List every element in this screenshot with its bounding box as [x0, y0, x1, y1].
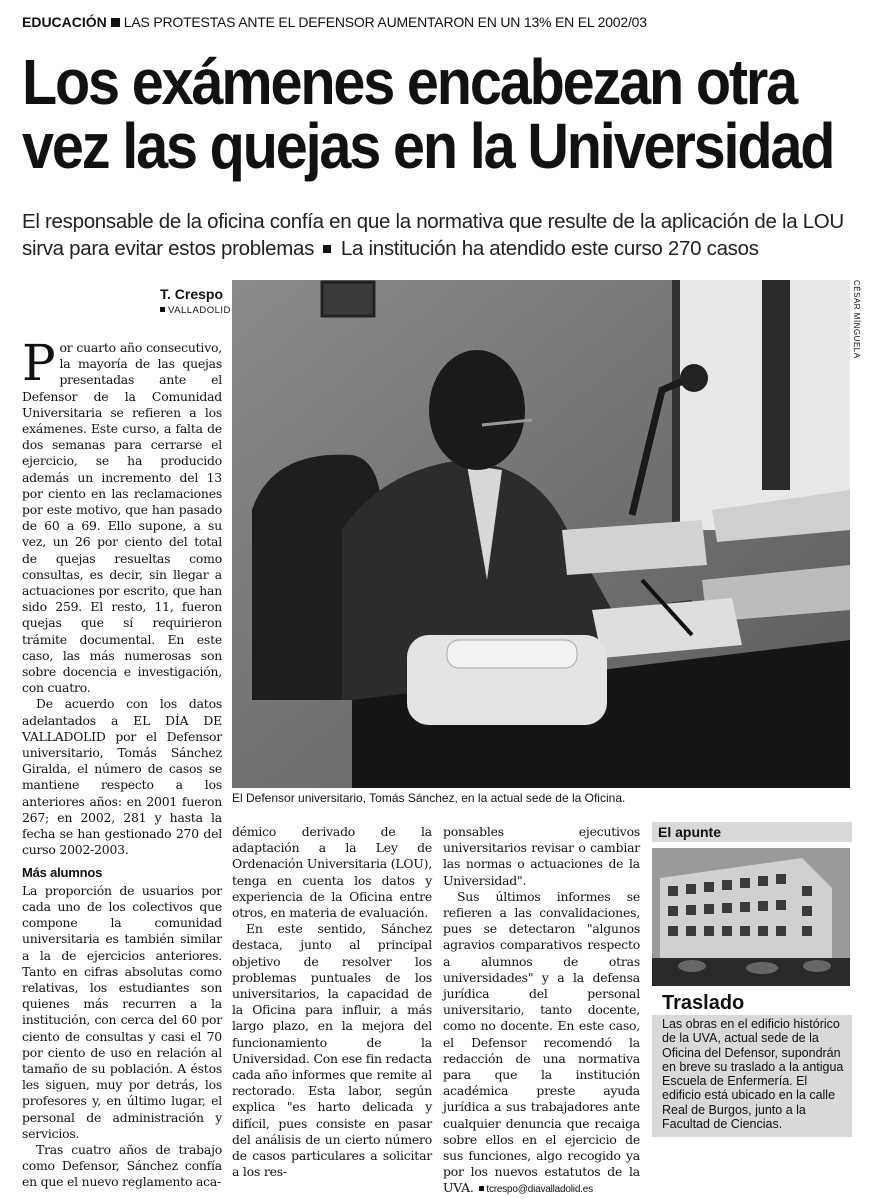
sidebar-box	[652, 822, 852, 1144]
sidebar-heading: El apunte	[652, 822, 852, 842]
section-subtitle: Más alumnos	[22, 864, 103, 880]
subhead-part-1: El responsable de la oficina confía en que la normativa que resulte de la aplicación de la LOU sirva para evitar estos problemas	[22, 210, 844, 260]
building-photo	[652, 848, 850, 986]
section-label: EDUCACIÓN	[22, 14, 107, 30]
article-paragraph-2: De acuerdo con los datos adelantados a EL DÍA DE VALLADOLID por el Defensor universitario, Tomás Sánchez Giralda, el número de casos se mantiene respecto a los anteriores años: en 2001 fueron 267; en 2002, 281 y hasta la fecha se han gestionado 270 del curso 2002-2003.	[22, 696, 222, 858]
building-illustration	[652, 848, 850, 986]
headline-line-1: Los exámenes encabezan otra	[22, 46, 797, 118]
photo-illustration	[232, 280, 850, 788]
paragraph-text: or cuarto año consecutivo, la mayoría de las quejas presentadas ante el Defensor de la Comunidad Universitaria se refieren a los exámenes. Este curso, a falta de dos semanas para cerrarse el ejercicio, se ha producido además un incremento del 13 por ciento en las reclamaciones por este motivo, que han pasado de 60 a 69. Ello supone, a su vez, un 26 por ciento del total de quejas resueltas como consultas, es decir, sin llegar a actuaciones por escrito, que han sido 259. El resto, 11, fueron quejas que sí requirieron trámite documental. En este caso, las más numerosas son sobre docencia e investigación, con cuatro.	[22, 340, 222, 696]
article-paragraph-1	[22, 334, 222, 696]
square-bullet-icon	[160, 307, 165, 312]
paragraph-text: Sus últimos informes se refieren a las convalidaciones, pues se detectaron "algunos agravios comparativos respecto a alumnos de otras universidades" y a la defensa jurídica del personal universitario, tanto docente, como no docente. En este caso, el Defensor recomendó la redacción de una normativa para que la institución académica preste ayuda jurídica a sus trabajadores ante cualquier denuncia que recaiga sobre ellos en el ejercicio de sus funciones, algo recogido ya por los nuevos estatutos de la UVA.	[443, 888, 640, 1196]
article-paragraph-4: Tras cuatro años de trabajo como Defensor, Sánchez confía en que el nuevo reglamento aca-	[22, 1141, 222, 1190]
square-bullet-icon	[479, 1186, 484, 1191]
article-paragraph-3: La proporción de usuarios por cada uno de los colectivos que compone la comunidad universitaria es también similar a la de ejercicios anteriores. Tanto en cifras absolutas como relativas, los estudiantes son quienes más recurren a la institución, con cerca del 60 por ciento de consultas y casi el 70 por ciento de uso en relación al tamaño de su población. A éstos les siguen, muy por detrás, los profesores y, en último lugar, el personal de administración y servicios.	[22, 882, 222, 1141]
article-column-2	[232, 824, 432, 1180]
headline-line-2: vez las quejas en la Universidad	[22, 110, 834, 182]
article-photo	[232, 280, 850, 788]
article-paragraph-6: En este sentido, Sánchez destaca, junto al principal objetivo de resolver los problemas puntuales de los universitarios, la capacidad de la Oficina para influir, a más largo plazo, en la mejora del funcionamiento de la Universidad. Con ese fin redacta cada año informes que remite al rectorado. Esta labor, según explica "es harto delicada y difícil, pues consiste en pasar del análisis de un cierto número de casos particulares a solicitar a los res-	[232, 921, 432, 1180]
photo-credit: CÉSAR MÍNGUELA	[852, 280, 861, 359]
author-email[interactable]: tcrespo@diavalladolid.es	[486, 1184, 593, 1196]
byline-author: T. Crespo	[160, 286, 224, 302]
subhead-part-2: La institución ha atendido este curso 270 casos	[340, 237, 759, 260]
kicker-text: LAS PROTESTAS ANTE EL DEFENSOR AUMENTARON EN UN 13% EN EL 2002/03	[123, 14, 647, 30]
sidebar-title: Traslado	[662, 992, 745, 1014]
photo-caption: El Defensor universitario, Tomás Sánchez, en la actual sede de la Oficina.	[232, 791, 626, 805]
byline-location	[160, 305, 231, 316]
kicker	[22, 14, 647, 30]
article-paragraph-7: ponsables ejecutivos universitarios revisar o cambiar las normas o actuaciones de la Universidad".	[443, 824, 640, 888]
location-text: VALLADOLID	[168, 305, 231, 316]
article-paragraph-8	[443, 889, 640, 1199]
square-bullet-icon	[323, 245, 331, 253]
square-bullet-icon	[111, 18, 120, 27]
headline	[22, 46, 834, 182]
drop-cap: P	[22, 334, 56, 392]
subhead	[22, 208, 852, 262]
article-paragraph-5: démico derivado de la adaptación a la Ley de Ordenación Universitaria (LOU), tenga en cuenta los datos y experiencia de la Oficina entre otros, en materia de evaluación.	[232, 824, 432, 921]
article-column-1	[22, 334, 222, 1190]
article-column-3	[443, 824, 640, 1196]
sidebar-text: Las obras en el edificio histórico de la UVA, actual sede de la Oficina del Defensor, supondrán en breve su traslado a la antigua Escuela de Enfermería. El edificio está ubicado en la calle Real de Burgos, junto a la Facultad de Ciencias.	[652, 1015, 852, 1137]
